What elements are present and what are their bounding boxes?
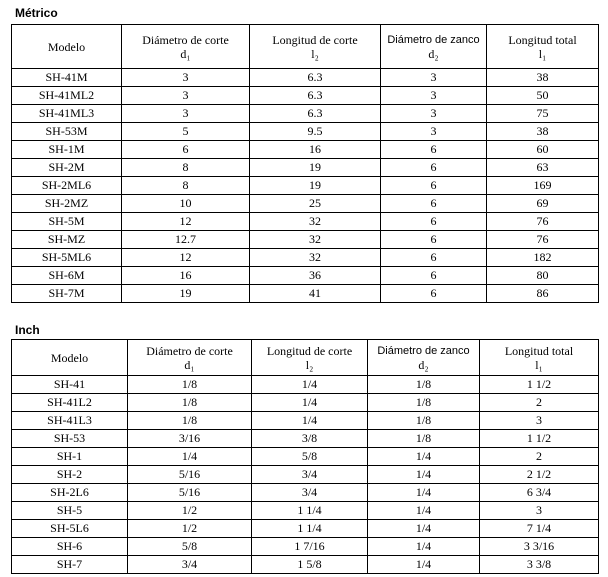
total-length-cell: 38 xyxy=(487,123,599,141)
shank-diameter-cell: 3 xyxy=(381,123,487,141)
metric-header-shank-diameter xyxy=(381,25,487,69)
cut-diameter-cell: 1/2 xyxy=(128,520,252,538)
table-row xyxy=(12,448,599,466)
model-cell: SH-5L6 xyxy=(12,520,128,538)
model-cell: SH-53 xyxy=(12,430,128,448)
header-symbol: d₁ xyxy=(184,357,195,372)
total-length-cell: 3 3/8 xyxy=(480,556,599,574)
inch-header-row xyxy=(12,340,599,376)
table-row xyxy=(12,69,599,87)
table-row xyxy=(12,141,599,159)
cut-diameter-cell: 3 xyxy=(122,105,250,123)
total-length-cell: 6 3/4 xyxy=(480,484,599,502)
total-length-cell: 75 xyxy=(487,105,599,123)
table-row xyxy=(12,538,599,556)
header-label: Longitud total xyxy=(508,32,577,47)
shank-diameter-cell: 1/8 xyxy=(368,412,480,430)
header-symbol: d₂ xyxy=(428,46,439,61)
model-cell: SH-5ML6 xyxy=(12,249,122,267)
metric-header-cut-diameter xyxy=(122,25,250,69)
table-row xyxy=(12,177,599,195)
shank-diameter-cell: 1/8 xyxy=(368,394,480,412)
cut-length-cell: 3/8 xyxy=(252,430,368,448)
table-row xyxy=(12,466,599,484)
inch-table-body xyxy=(12,376,599,574)
shank-diameter-cell: 6 xyxy=(381,159,487,177)
total-length-cell: 1 1/2 xyxy=(480,376,599,394)
model-cell: SH-2MZ xyxy=(12,195,122,213)
total-length-cell: 60 xyxy=(487,141,599,159)
table-row xyxy=(12,430,599,448)
total-length-cell: 3 xyxy=(480,412,599,430)
metric-header-modelo xyxy=(12,25,122,69)
cut-length-cell: 19 xyxy=(250,159,381,177)
cut-diameter-cell: 12.7 xyxy=(122,231,250,249)
table-row xyxy=(12,267,599,285)
model-cell: SH-6M xyxy=(12,267,122,285)
table-row xyxy=(12,159,599,177)
table-row xyxy=(12,376,599,394)
shank-diameter-cell: 6 xyxy=(381,195,487,213)
total-length-cell: 63 xyxy=(487,159,599,177)
inch-header-cut-length xyxy=(252,340,368,376)
cut-length-cell: 6.3 xyxy=(250,69,381,87)
cut-diameter-cell: 6 xyxy=(122,141,250,159)
total-length-cell: 2 1/2 xyxy=(480,466,599,484)
cut-length-cell: 32 xyxy=(250,231,381,249)
table-row xyxy=(12,213,599,231)
total-length-cell: 69 xyxy=(487,195,599,213)
header-symbol: l₂ xyxy=(305,357,314,372)
shank-diameter-cell: 3 xyxy=(381,69,487,87)
model-cell: SH-41L2 xyxy=(12,394,128,412)
header-label: Longitud de corte xyxy=(266,343,353,358)
cut-length-cell: 36 xyxy=(250,267,381,285)
total-length-cell: 1 1/2 xyxy=(480,430,599,448)
inch-header-shank-diameter xyxy=(368,340,480,376)
table-row xyxy=(12,123,599,141)
table-row xyxy=(12,195,599,213)
cut-diameter-cell: 1/8 xyxy=(128,376,252,394)
model-cell: SH-2M xyxy=(12,159,122,177)
shank-diameter-cell: 6 xyxy=(381,267,487,285)
cut-length-cell: 32 xyxy=(250,249,381,267)
model-cell: SH-53M xyxy=(12,123,122,141)
model-cell: SH-6 xyxy=(12,538,128,556)
cut-length-cell: 32 xyxy=(250,213,381,231)
header-symbol: l₁ xyxy=(535,357,543,372)
model-cell: SH-7 xyxy=(12,556,128,574)
cut-length-cell: 1 5/8 xyxy=(252,556,368,574)
cut-diameter-cell: 12 xyxy=(122,213,250,231)
table-row xyxy=(12,502,599,520)
cut-diameter-cell: 3 xyxy=(122,87,250,105)
inch-section-title: Inch xyxy=(15,323,40,337)
metric-table-body xyxy=(12,69,599,303)
cut-length-cell: 1/4 xyxy=(252,376,368,394)
cut-diameter-cell: 5/8 xyxy=(128,538,252,556)
shank-diameter-cell: 1/4 xyxy=(368,466,480,484)
metric-header-row xyxy=(12,25,599,69)
header-label: Diámetro de zanco xyxy=(377,344,470,357)
header-label: Modelo xyxy=(47,39,86,54)
cut-diameter-cell: 1/4 xyxy=(128,448,252,466)
total-length-cell: 7 1/4 xyxy=(480,520,599,538)
cut-diameter-cell: 5 xyxy=(122,123,250,141)
inch-header-cut-diameter xyxy=(128,340,252,376)
total-length-cell: 2 xyxy=(480,394,599,412)
header-symbol: l₁ xyxy=(538,46,547,61)
cut-length-cell: 1/4 xyxy=(252,394,368,412)
model-cell: SH-41L3 xyxy=(12,412,128,430)
cut-length-cell: 1 7/16 xyxy=(252,538,368,556)
header-label: Diámetro de zanco xyxy=(387,33,480,46)
cut-length-cell: 1/4 xyxy=(252,412,368,430)
cut-diameter-cell: 1/8 xyxy=(128,412,252,430)
header-label: Longitud de corte xyxy=(272,32,358,47)
total-length-cell: 182 xyxy=(487,249,599,267)
cut-diameter-cell: 1/8 xyxy=(128,394,252,412)
cut-diameter-cell: 3/4 xyxy=(128,556,252,574)
table-row xyxy=(12,556,599,574)
shank-diameter-cell: 6 xyxy=(381,213,487,231)
header-symbol: d₁ xyxy=(180,46,191,61)
shank-diameter-cell: 1/8 xyxy=(368,376,480,394)
model-cell: SH-41ML2 xyxy=(12,87,122,105)
shank-diameter-cell: 6 xyxy=(381,141,487,159)
table-row xyxy=(12,484,599,502)
shank-diameter-cell: 6 xyxy=(381,231,487,249)
shank-diameter-cell: 1/4 xyxy=(368,556,480,574)
total-length-cell: 3 xyxy=(480,502,599,520)
cut-diameter-cell: 3/16 xyxy=(128,430,252,448)
model-cell: SH-5M xyxy=(12,213,122,231)
cut-length-cell: 25 xyxy=(250,195,381,213)
cut-diameter-cell: 1/2 xyxy=(128,502,252,520)
header-label: Diámetro de corte xyxy=(142,32,229,47)
total-length-cell: 50 xyxy=(487,87,599,105)
cut-diameter-cell: 16 xyxy=(122,267,250,285)
model-cell: SH-1M xyxy=(12,141,122,159)
cut-length-cell: 6.3 xyxy=(250,87,381,105)
model-cell: SH-41 xyxy=(12,376,128,394)
cut-length-cell: 16 xyxy=(250,141,381,159)
cut-diameter-cell: 8 xyxy=(122,159,250,177)
shank-diameter-cell: 1/8 xyxy=(368,430,480,448)
shank-diameter-cell: 3 xyxy=(381,87,487,105)
header-symbol: d₂ xyxy=(418,357,429,372)
total-length-cell: 76 xyxy=(487,213,599,231)
table-row xyxy=(12,249,599,267)
metric-section-title: Métrico xyxy=(15,6,58,20)
cut-length-cell: 5/8 xyxy=(252,448,368,466)
cut-length-cell: 3/4 xyxy=(252,466,368,484)
shank-diameter-cell: 6 xyxy=(381,249,487,267)
table-row xyxy=(12,394,599,412)
cut-diameter-cell: 8 xyxy=(122,177,250,195)
inch-header-total-length xyxy=(480,340,599,376)
cut-diameter-cell: 5/16 xyxy=(128,484,252,502)
shank-diameter-cell: 6 xyxy=(381,285,487,303)
header-label: Longitud total xyxy=(504,343,574,358)
table-row xyxy=(12,87,599,105)
table-row xyxy=(12,231,599,249)
header-symbol: l₂ xyxy=(311,46,319,61)
metric-table xyxy=(11,24,599,303)
cut-diameter-cell: 5/16 xyxy=(128,466,252,484)
model-cell: SH-2L6 xyxy=(12,484,128,502)
shank-diameter-cell: 1/4 xyxy=(368,520,480,538)
total-length-cell: 80 xyxy=(487,267,599,285)
shank-diameter-cell: 6 xyxy=(381,177,487,195)
shank-diameter-cell: 1/4 xyxy=(368,448,480,466)
total-length-cell: 86 xyxy=(487,285,599,303)
shank-diameter-cell: 1/4 xyxy=(368,502,480,520)
cut-length-cell: 6.3 xyxy=(250,105,381,123)
cut-length-cell: 19 xyxy=(250,177,381,195)
metric-header-cut-length xyxy=(250,25,381,69)
table-row xyxy=(12,520,599,538)
cut-diameter-cell: 3 xyxy=(122,69,250,87)
header-label: Diámetro de corte xyxy=(146,343,233,358)
cut-length-cell: 1 1/4 xyxy=(252,520,368,538)
header-label: Modelo xyxy=(50,350,89,365)
model-cell: SH-41ML3 xyxy=(12,105,122,123)
table-row xyxy=(12,412,599,430)
shank-diameter-cell: 1/4 xyxy=(368,484,480,502)
model-cell: SH-2ML6 xyxy=(12,177,122,195)
model-cell: SH-1 xyxy=(12,448,128,466)
model-cell: SH-5 xyxy=(12,502,128,520)
model-cell: SH-7M xyxy=(12,285,122,303)
model-cell: SH-41M xyxy=(12,69,122,87)
total-length-cell: 38 xyxy=(487,69,599,87)
model-cell: SH-2 xyxy=(12,466,128,484)
total-length-cell: 169 xyxy=(487,177,599,195)
model-cell: SH-MZ xyxy=(12,231,122,249)
cut-length-cell: 3/4 xyxy=(252,484,368,502)
cut-diameter-cell: 10 xyxy=(122,195,250,213)
cut-diameter-cell: 12 xyxy=(122,249,250,267)
total-length-cell: 2 xyxy=(480,448,599,466)
table-row xyxy=(12,105,599,123)
metric-header-total-length xyxy=(487,25,599,69)
table-row xyxy=(12,285,599,303)
cut-length-cell: 9.5 xyxy=(250,123,381,141)
inch-table xyxy=(11,339,599,574)
cut-length-cell: 1 1/4 xyxy=(252,502,368,520)
total-length-cell: 3 3/16 xyxy=(480,538,599,556)
cut-diameter-cell: 19 xyxy=(122,285,250,303)
inch-header-modelo xyxy=(12,340,128,376)
shank-diameter-cell: 3 xyxy=(381,105,487,123)
shank-diameter-cell: 1/4 xyxy=(368,538,480,556)
total-length-cell: 76 xyxy=(487,231,599,249)
cut-length-cell: 41 xyxy=(250,285,381,303)
